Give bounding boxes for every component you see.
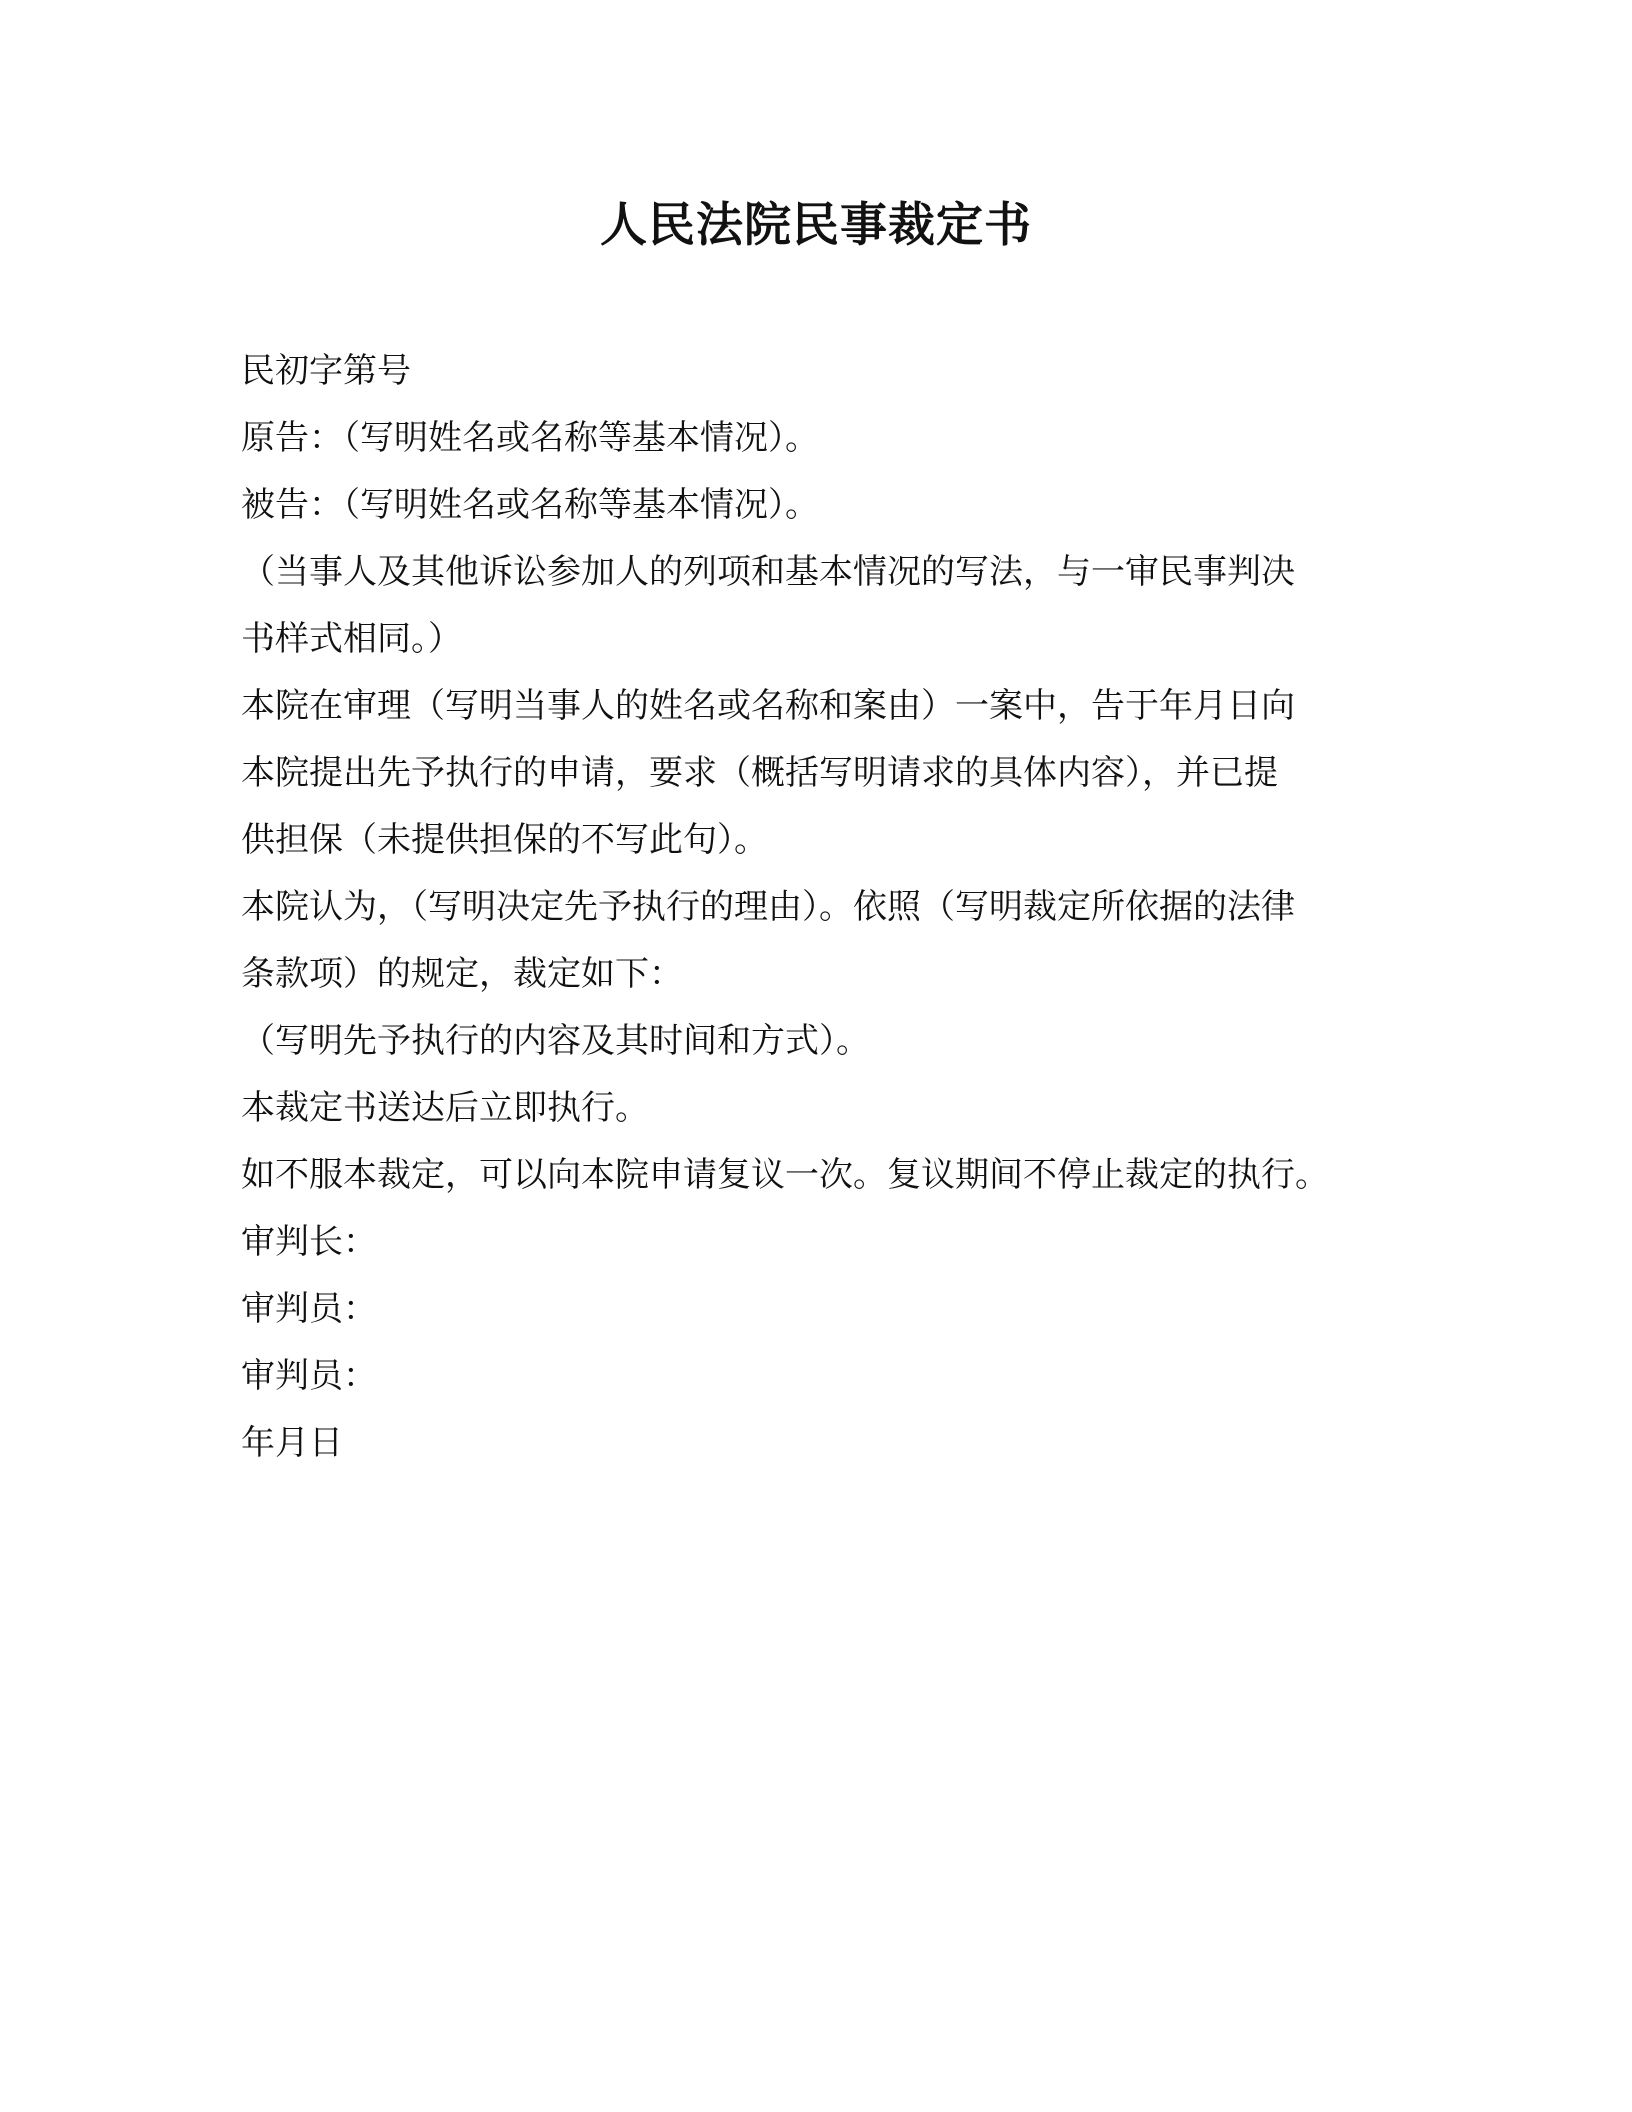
reasoning-line-1: 本院认为，（写明决定先予执行的理由）。依照（写明裁定所依据的法律 — [241, 887, 1295, 927]
facts-line-1: 本院在审理（写明当事人的姓名或名称和案由）一案中，告于年月日向 — [241, 686, 1295, 726]
judge-signature-2: 审判员： — [241, 1356, 377, 1396]
document-body — [241, 338, 1399, 1477]
case-number-line: 民初字第号 — [241, 351, 411, 391]
document-title: 人民法院民事裁定书 — [600, 198, 1032, 253]
facts-line-2: 本院提出先予执行的申请，要求（概括写明请求的具体内容），并已提 — [241, 753, 1278, 793]
parties-note-line-2: 书样式相同。） — [241, 619, 462, 659]
document-date: 年月日 — [241, 1423, 343, 1463]
chief-judge-signature: 审判长： — [241, 1222, 377, 1262]
facts-line-3: 供担保（未提供担保的不写此句）。 — [241, 820, 768, 860]
parties-note-line-1: （当事人及其他诉讼参加人的列项和基本情况的写法，与一审民事判决 — [241, 552, 1295, 592]
plaintiff-line: 原告：（写明姓名或名称等基本情况）。 — [241, 418, 819, 458]
ruling-content-line: （写明先予执行的内容及其时间和方式）。 — [241, 1021, 870, 1061]
appeal-line: 如不服本裁定，可以向本院申请复议一次。复议期间不停止裁定的执行。 — [241, 1155, 1329, 1195]
judge-signature-1: 审判员： — [241, 1289, 377, 1329]
execution-line: 本裁定书送达后立即执行。 — [241, 1088, 649, 1128]
reasoning-line-2: 条款项）的规定，裁定如下： — [241, 954, 683, 994]
defendant-line: 被告：（写明姓名或名称等基本情况）。 — [241, 485, 819, 525]
